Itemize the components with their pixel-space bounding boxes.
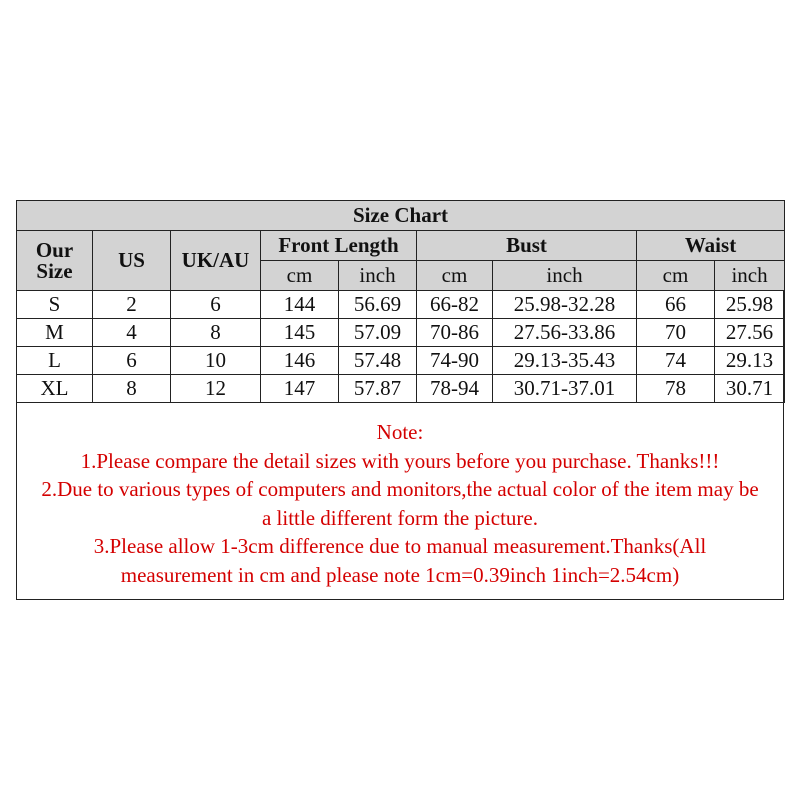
cell-bust-cm: 74-90	[417, 347, 493, 375]
subheader-waist-cm: cm	[637, 261, 715, 291]
cell-bust-inch: 27.56-33.86	[493, 319, 637, 347]
note-line-3b: measurement in cm and please note 1cm=0.39inch 1inch=2.54cm)	[120, 562, 680, 587]
cell-front-length-cm: 145	[261, 319, 339, 347]
cell-waist-cm: 66	[637, 291, 715, 319]
notes-section	[18, 418, 782, 589]
cell-front-length-inch: 57.48	[339, 347, 417, 375]
table-title: Size Chart	[17, 201, 785, 231]
cell-bust-inch: 30.71-37.01	[493, 375, 637, 403]
subheader-front-length-inch: inch	[339, 261, 417, 291]
header-bust: Bust	[417, 231, 637, 261]
cell-bust-cm: 78-94	[417, 375, 493, 403]
cell-front-length-inch: 56.69	[339, 291, 417, 319]
cell-waist-inch: 29.13	[715, 347, 785, 375]
cell-front-length-cm: 147	[261, 375, 339, 403]
table-row	[17, 319, 785, 347]
subheader-waist-inch: inch	[715, 261, 785, 291]
note-line-1: 1.Please compare the detail sizes with yours before you purchase. Thanks!!!	[80, 448, 720, 473]
cell-us: 2	[93, 291, 171, 319]
cell-waist-cm: 74	[637, 347, 715, 375]
header-ukau: UK/AU	[171, 231, 261, 291]
cell-ukau: 8	[171, 319, 261, 347]
cell-size: L	[17, 347, 93, 375]
cell-waist-inch: 30.71	[715, 375, 785, 403]
header-our-size	[17, 231, 93, 291]
note-line-3a: 3.Please allow 1-3cm difference due to manual measurement.Thanks(All	[93, 534, 707, 558]
header-front-length: Front Length	[261, 231, 417, 261]
cell-front-length-cm: 144	[261, 291, 339, 319]
cell-us: 6	[93, 347, 171, 375]
header-our-size-line1: Our	[35, 237, 74, 262]
table-row	[17, 291, 785, 319]
cell-ukau: 12	[171, 375, 261, 403]
note-line-2a: 2.Due to various types of computers and monitors,the actual color of the item may be	[41, 477, 759, 501]
cell-bust-cm: 66-82	[417, 291, 493, 319]
subheader-front-length-cm: cm	[261, 261, 339, 291]
cell-front-length-inch: 57.87	[339, 375, 417, 403]
header-waist: Waist	[637, 231, 785, 261]
cell-size: M	[17, 319, 93, 347]
cell-waist-cm: 70	[637, 319, 715, 347]
cell-front-length-inch: 57.09	[339, 319, 417, 347]
cell-bust-inch: 25.98-32.28	[493, 291, 637, 319]
cell-size: S	[17, 291, 93, 319]
cell-bust-cm: 70-86	[417, 319, 493, 347]
cell-waist-inch: 27.56	[715, 319, 785, 347]
subheader-bust-cm: cm	[417, 261, 493, 291]
size-chart-table	[16, 200, 785, 403]
subheader-bust-inch: inch	[493, 261, 637, 291]
cell-front-length-cm: 146	[261, 347, 339, 375]
cell-us: 8	[93, 375, 171, 403]
note-heading: Note:	[376, 420, 424, 444]
cell-size: XL	[17, 375, 93, 403]
cell-bust-inch: 29.13-35.43	[493, 347, 637, 375]
table-row	[17, 347, 785, 375]
cell-waist-inch: 25.98	[715, 291, 785, 319]
cell-ukau: 10	[171, 347, 261, 375]
note-line-2b: a little different form the picture.	[261, 505, 538, 530]
cell-ukau: 6	[171, 291, 261, 319]
header-our-size-line2: Size	[36, 258, 73, 283]
cell-us: 4	[93, 319, 171, 347]
header-us: US	[93, 231, 171, 291]
cell-waist-cm: 78	[637, 375, 715, 403]
table-row	[17, 375, 785, 403]
